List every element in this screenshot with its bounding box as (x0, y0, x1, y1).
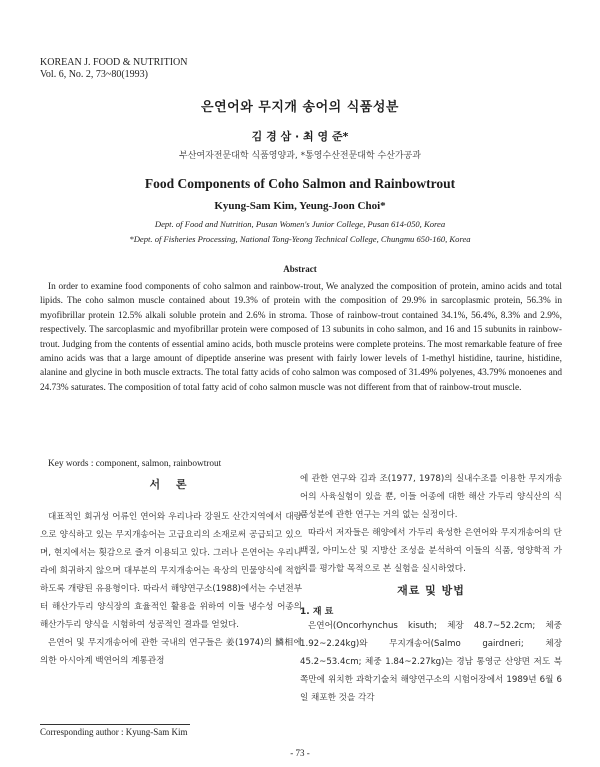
korean-affiliation: 부산여자전문대학 식품영양과, *통영수산전문대학 수산가공과 (179, 151, 421, 161)
keywords: Key words : component, salmon, rainbowtrout (48, 459, 222, 469)
abstract-text: In order to examine food components of coho salmon and rainbow-trout, We analyzed the composition of protein, amino acids and total lipids. The coho salmon muscle contained about 19.3% of protein with the composition of 29.9% in sarcoplasmic protein, 56.3% in myofibrillar protein 12.5% alkali soluble protein and 2.6% in stroma. Those of rainbow-trout contained 34.1%, 56.4%, 8.3% and 2.9%, respectively. The sarcoplasmic and myofibrillar protein were composed of 13 subunits in coho salmon, and 16 and 15 subunits in rainbow-trout. Judging from the contents of essential amino acids, both muscle proteins were complete proteins. The most remarkable feature of free amino acids was that a large amount of dipeptide anserine was present with fairly lower levels of 1-methyl histidine, taurine, histidine, alanine and glycine in both muscle extracts. The total fatty acids of coho salmon was composed of 31.49% polyenes, 43.79% monoenes and 24.73% saturates. The composition of total fatty acid of coho salmon muscle was not different from that of rainbow-trout muscle. (40, 282, 562, 393)
journal-volume: Vol. 6, No. 2, 73~80(1993) (40, 69, 149, 80)
introduction-paragraph-2: 은연어 및 무지개송어에 관한 국내의 연구들은 姜(1974)의 鱗相에 의한 아시아계 백연어의 계통관정 (40, 638, 302, 666)
introduction-paragraph-1: 대표적인 회귀성 어류인 연어와 우리나라 강원도 산간지역에서 대량으로 양식하고 있는 무지개송어는 고급요리의 소재로써 공급되고 있으며, 현지에서는 횟감으로 즐겨 이용되고 있다. 그러나 은연어는 우리나라에 희귀하지 않으며 대부분의 무지개송어는 육상의 민물양식에 적합하도록 개량된 유용형이다. 따라서 해양연구소(1988)에서는 수년전부터 해산가두리 양식장의 효율적인 활용을 위하여 이들 냉수성 어종의 해산가두리 양식을 시험하여 성공적인 결과를 얻었다. (40, 512, 302, 630)
korean-title: 은연어와 무지개 송어의 식품성분 (201, 100, 399, 115)
introduction-paragraph-4: 따라서 저자들은 해양에서 가두리 육성한 은연어와 무지개송어의 단백질, 아미노산 및 지방산 조성을 분석하여 이들의 식품, 영양학적 가치를 평가할 목적으로 본 실험을 실시하였다. (300, 528, 562, 574)
right-column (300, 470, 562, 707)
korean-authors: 김 경 삼 · 최 영 준* (251, 130, 349, 143)
abstract-heading: Abstract (283, 264, 317, 274)
english-affiliation-2: *Dept. of Fisheries Processing, National Tong-Yeong Technical College, Chungmu 650-160, Korea (129, 234, 471, 244)
introduction-heading: 서 론 (149, 478, 193, 491)
methods-heading: 재료 및 방법 (397, 584, 465, 597)
english-affiliation-1: Dept. of Food and Nutrition, Pusan Women's Junior College, Pusan 614-050, Korea (154, 219, 446, 229)
journal-name: KOREAN J. FOOD & NUTRITION (40, 57, 188, 68)
materials-subheading: 1. 재 료 (300, 607, 334, 617)
introduction-paragraph-3: 에 관한 연구와 김과 조(1977, 1978)의 실내수조를 이용한 무지개송어의 사육실험이 있을 뿐, 이들 어종에 대한 해산 가두리 양식산의 식품성분에 관한 연구는 거의 없는 실정이다. (300, 474, 562, 520)
page-number: - 73 - (290, 748, 310, 758)
footnote-rule (40, 724, 190, 725)
left-column (40, 470, 302, 670)
english-authors: Kyung-Sam Kim, Yeung-Joon Choi* (214, 200, 386, 212)
materials-paragraph: 은연어(Oncorhynchus kisuth; 체장 48.7~52.2cm; 체중 1.92~2.24kg)와 무지개송어(Salmo gairdneri; 체장 45.2~53.4cm; 체중 1.84~2.27kg)는 경남 통영군 산양면 저도 북쪽만에 위치한 과학기술처 해양연구소의 시험어장에서 1989년 6월 6일 채포한 것을 각각 (300, 621, 562, 703)
corresponding-author-footnote: Corresponding author : Kyung-Sam Kim (40, 727, 188, 737)
english-title: Food Components of Coho Salmon and Rainbowtrout (144, 176, 456, 191)
journal-header (40, 57, 188, 81)
